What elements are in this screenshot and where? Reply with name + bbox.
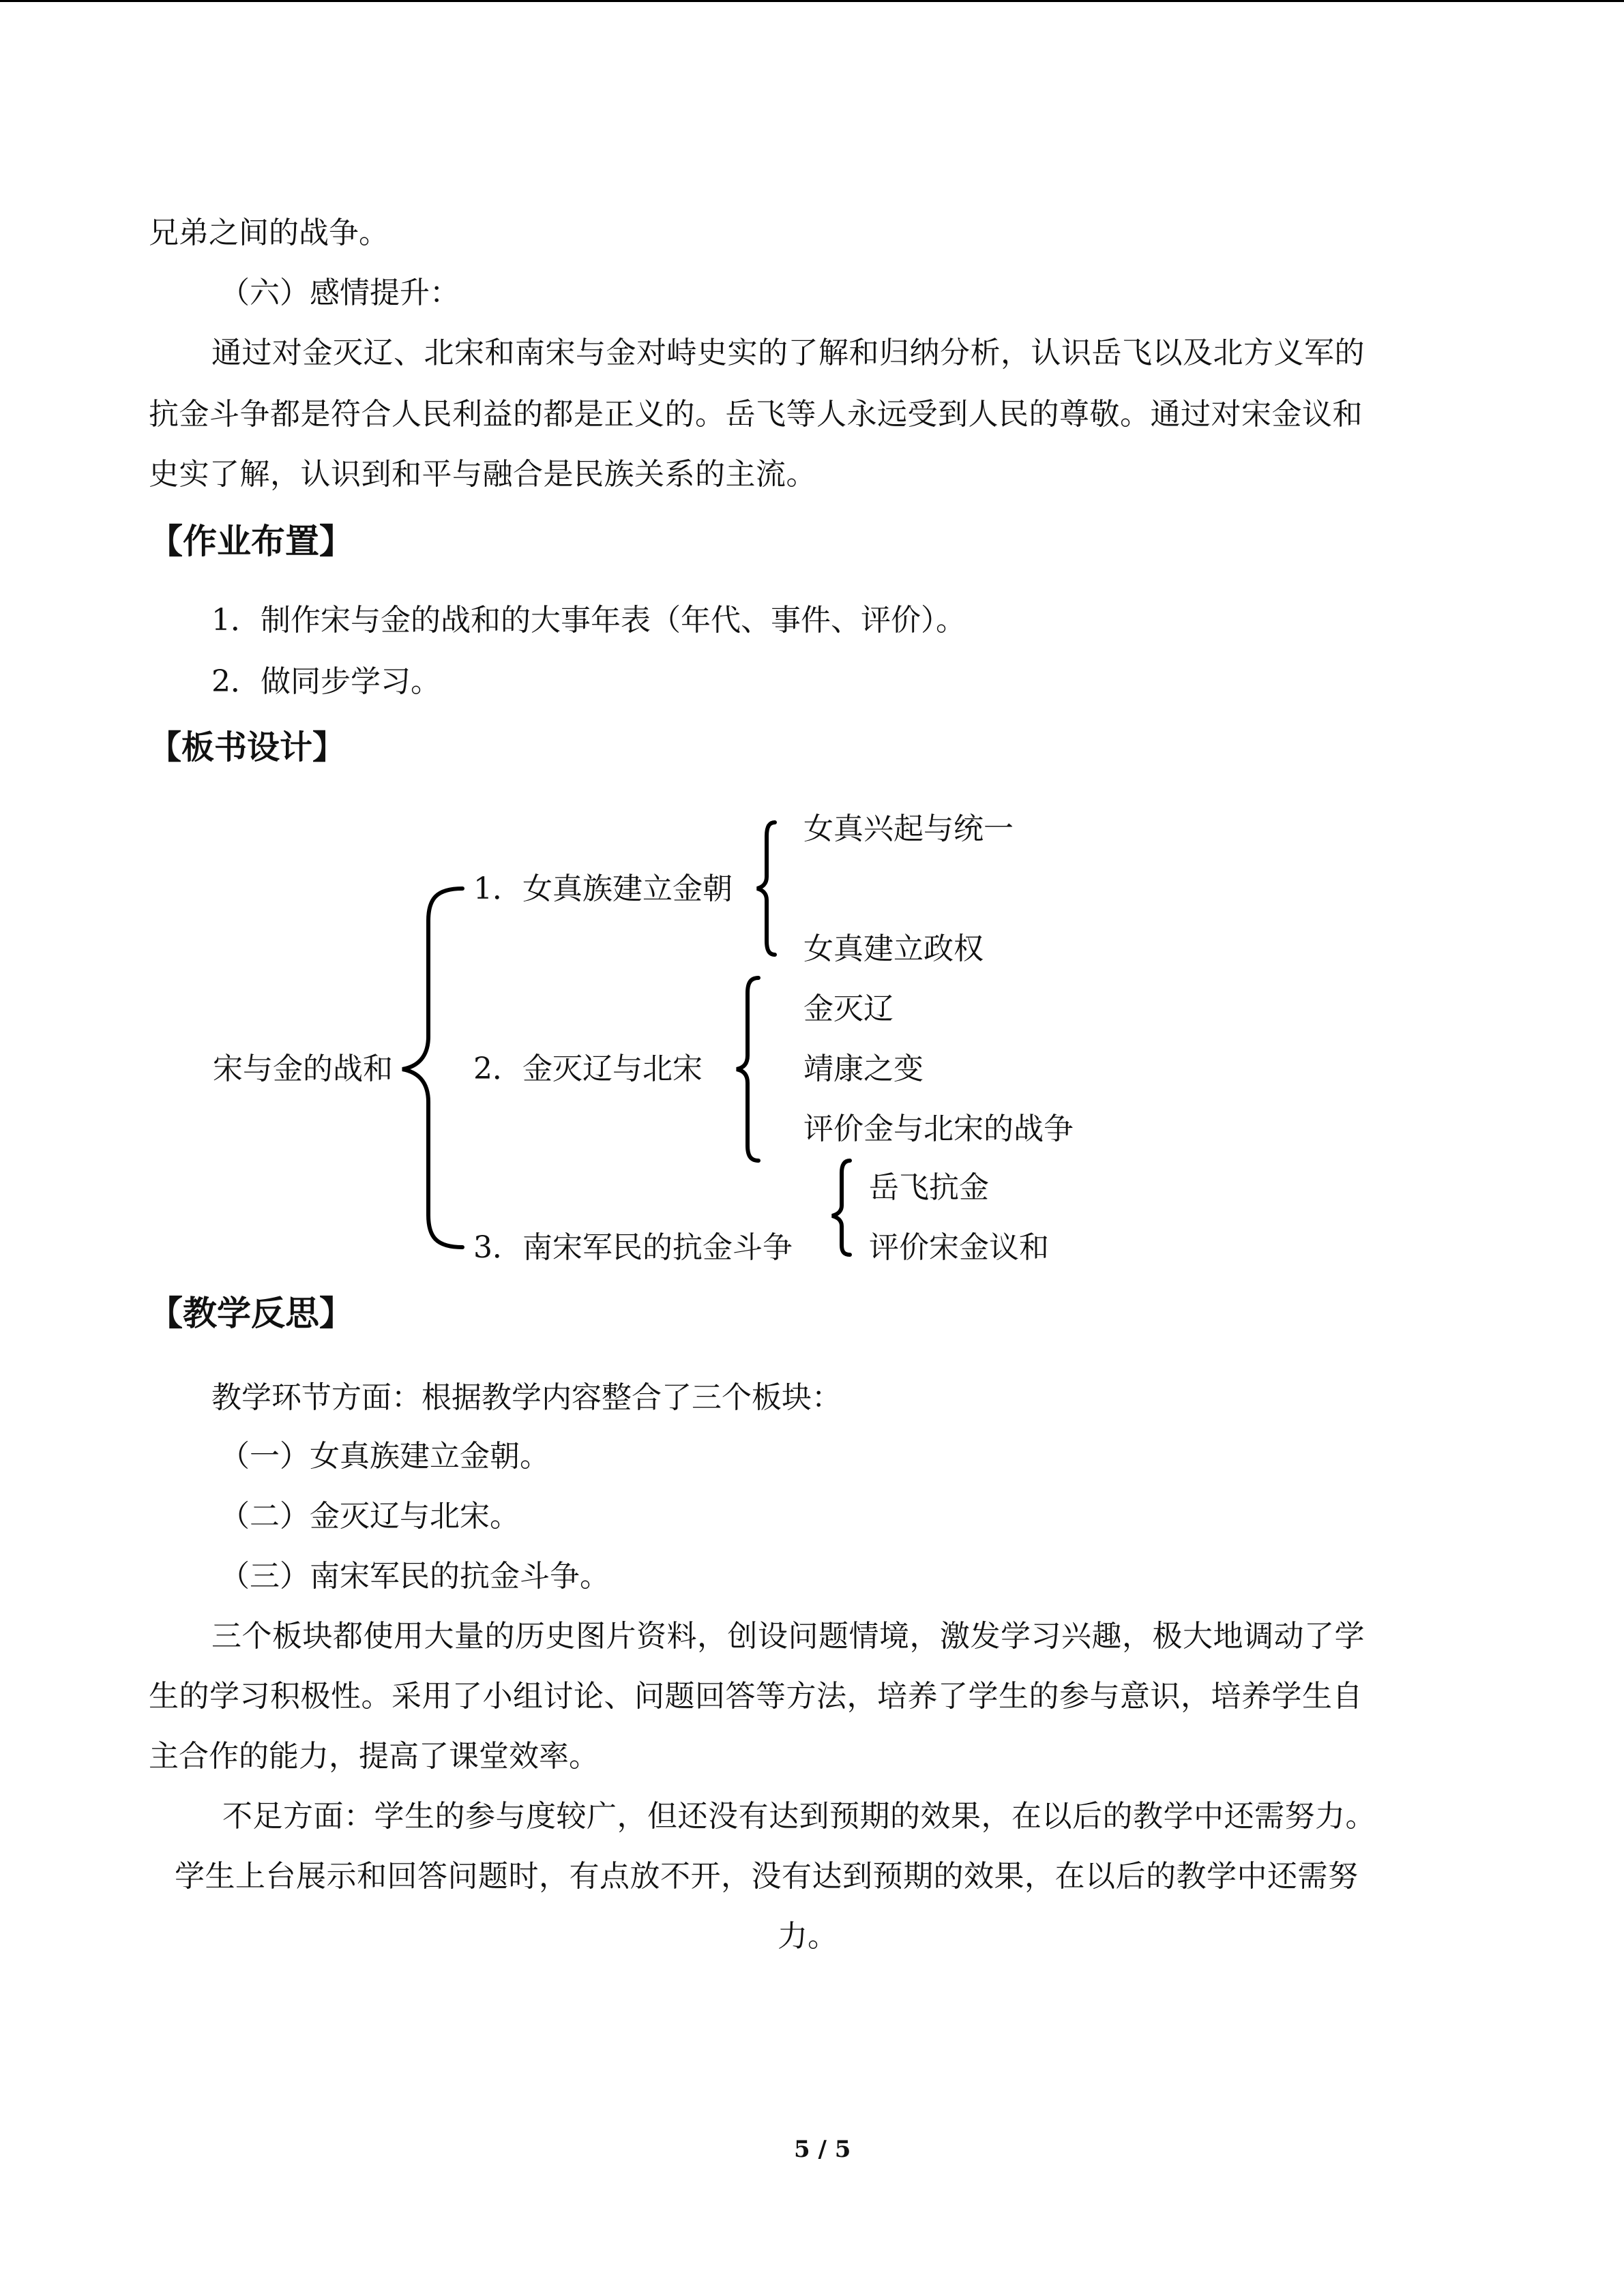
branch-brace-3 <box>832 1161 850 1255</box>
board-leaf-label: 靖康之变 <box>803 1052 924 1086</box>
homework-item: 1．制作宋与金的战和的大事年表（年代、事件、评价）。 <box>211 603 966 638</box>
paragraph-line: 抗金斗争都是符合人民利益的都是正义的。岳飞等人永远受到人民的尊敬。通过对宋金议和 <box>149 397 1363 432</box>
section-heading-emotion: （六）感情提升： <box>220 275 460 310</box>
branch-brace-2 <box>737 978 758 1161</box>
paragraph-line: 史实了解，认识到和平与融合是民族关系的主流。 <box>149 457 816 492</box>
board-leaf-label: 评价宋金议和 <box>869 1230 1049 1265</box>
board-leaf-label: 岳飞抗金 <box>869 1170 989 1205</box>
paragraph-line: 通过对金灭辽、北宋和南宋与金对峙史实的了解和归纳分析，认识岳飞以及北方义军的 <box>211 336 1365 370</box>
root-brace <box>402 889 462 1247</box>
board-leaf-label: 女真建立政权 <box>803 931 984 966</box>
board-leaf-label: 金灭辽 <box>803 992 894 1026</box>
paragraph-line: 主合作的能力，提高了课堂效率。 <box>149 1739 599 1774</box>
reflection-section: （一）女真族建立金朝。 <box>220 1439 550 1474</box>
branch-brace-1 <box>757 822 775 955</box>
reflection-intro: 教学环节方面：根据教学内容整合了三个板块： <box>211 1380 842 1415</box>
paragraph-line: 学生上台展示和回答问题时，有点放不开，没有达到预期的效果，在以后的教学中还需努 <box>175 1859 1359 1894</box>
board-leaf-label: 女真兴起与统一 <box>803 811 1014 846</box>
paragraph-line: 不足方面：学生的参与度较广，但还没有达到预期的效果，在以后的教学中还需努力。 <box>222 1799 1376 1834</box>
reflection-section: （二）金灭辽与北宋。 <box>220 1499 520 1534</box>
homework-heading: 【作业布置】 <box>149 522 353 561</box>
paragraph-line: 三个板块都使用大量的历史图片资料，创设问题情境，激发学习兴趣，极大地调动了学 <box>211 1619 1365 1654</box>
reflection-heading: 【教学反思】 <box>149 1294 353 1333</box>
paragraph-line: 生的学习积极性。采用了小组讨论、问题回答等方法，培养了学生的参与意识，培养学生自 <box>149 1679 1363 1714</box>
board-branch-label: 2．金灭辽与北宋 <box>473 1052 703 1086</box>
paragraph-line: 力。 <box>778 1919 838 1954</box>
board-leaf-label: 评价金与北宋的战争 <box>803 1112 1074 1146</box>
board-branch-label: 3．南宋军民的抗金斗争 <box>473 1230 793 1265</box>
homework-item: 2．做同步学习。 <box>211 664 441 699</box>
page-number: 5 / 5 <box>794 2136 851 2163</box>
board-branch-label: 1．女真族建立金朝 <box>473 871 733 906</box>
paragraph-continuation: 兄弟之间的战争。 <box>149 215 389 250</box>
reflection-section: （三）南宋军民的抗金斗争。 <box>220 1559 610 1594</box>
board-root-label: 宋与金的战和 <box>213 1052 393 1086</box>
board-design-heading: 【板书设计】 <box>149 728 346 766</box>
